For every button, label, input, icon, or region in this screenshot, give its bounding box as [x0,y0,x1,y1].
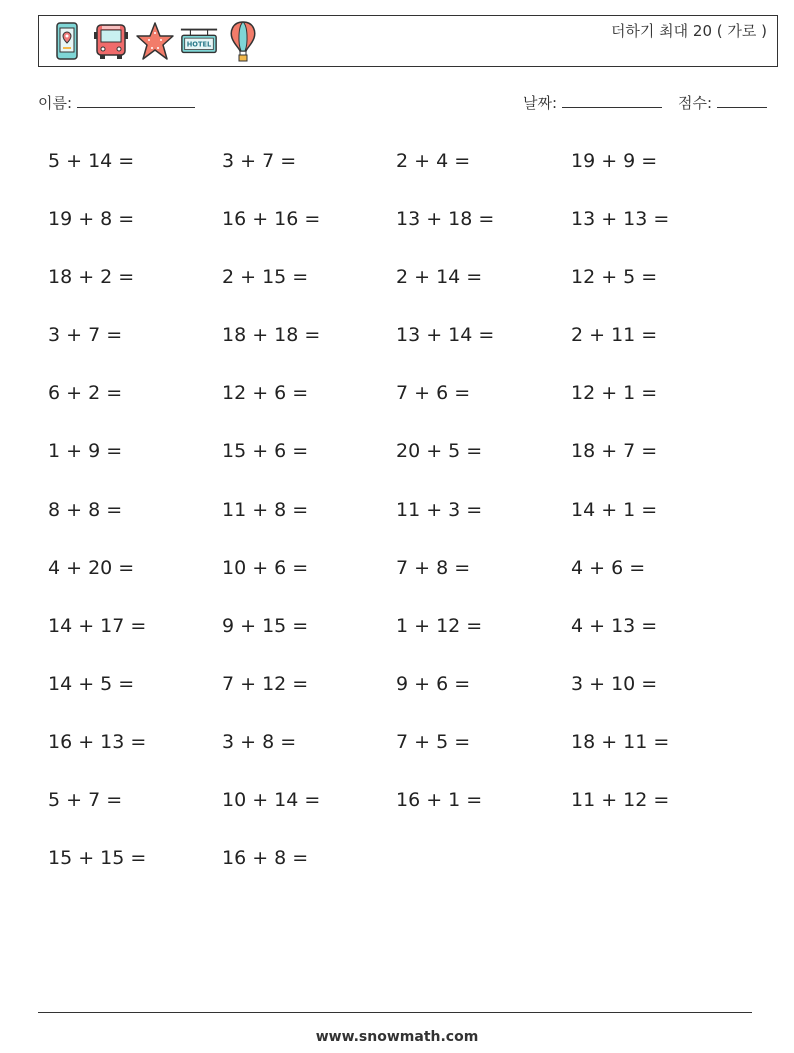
bus-icon [91,19,131,63]
problem-item: 11 + 3 = [396,498,483,521]
problem-item: 3 + 10 = [571,672,658,695]
problem-item: 2 + 4 = [396,150,471,172]
problem-item: 19 + 9 = [571,150,658,172]
problem-item: 4 + 13 = [571,614,658,637]
problem-item: 16 + 13 = [48,730,147,753]
problem-item: 7 + 8 = [396,556,471,579]
problem-item: 2 + 14 = [396,266,483,289]
problem-item: 11 + 12 = [571,789,670,812]
problem-item: 12 + 1 = [571,382,658,405]
date-blank[interactable] [562,95,662,108]
score-field [678,92,767,113]
problem-item: 13 + 13 = [571,208,670,231]
problem-item: 13 + 18 = [396,208,495,231]
problem-item: 18 + 7 = [571,440,658,463]
problem-item: 9 + 15 = [222,614,309,637]
problem-item: 14 + 5 = [48,672,135,695]
footer-divider [38,1012,752,1013]
problem-item: 10 + 14 = [222,789,321,812]
problem-item: 9 + 6 = [396,672,471,695]
header-icons [47,19,263,63]
hotel-sign-icon [179,19,219,63]
starfish-icon [135,19,175,63]
problem-item: 1 + 9 = [48,440,123,463]
phone-location-icon [47,19,87,63]
problem-item: 13 + 14 = [396,324,495,347]
problem-item: 5 + 7 = [48,789,123,812]
problem-item: 15 + 6 = [222,440,309,463]
problem-item: 19 + 8 = [48,208,135,231]
score-blank[interactable] [717,95,767,108]
problem-item: 16 + 16 = [222,208,321,231]
problem-grid [48,140,748,895]
date-field [523,92,662,113]
problem-item: 20 + 5 = [396,440,483,463]
hot-air-balloon-icon [223,19,263,63]
name-label: 이름: [38,94,73,112]
problem-item: 5 + 14 = [48,150,135,172]
problem-item: 3 + 8 = [222,730,297,753]
problem-item: 1 + 12 = [396,614,483,637]
problem-item: 15 + 15 = [48,847,147,870]
problem-item: 7 + 6 = [396,382,471,405]
problem-item: 12 + 5 = [571,266,658,289]
problem-item: 6 + 2 = [48,382,123,405]
problem-item: 8 + 8 = [48,498,123,521]
problem-item: 18 + 11 = [571,730,670,753]
problem-item: 16 + 1 = [396,789,483,812]
problem-item: 12 + 6 = [222,382,309,405]
worksheet-header [38,15,778,67]
date-label: 날짜: [523,94,558,112]
svg-text:HOTEL: HOTEL [186,40,212,49]
problem-item: 2 + 11 = [571,324,658,347]
problem-item: 4 + 6 = [571,556,646,579]
problem-item: 11 + 8 = [222,498,309,521]
name-field [38,92,195,113]
problem-item: 3 + 7 = [48,324,123,347]
problem-item: 7 + 12 = [222,672,309,695]
problem-item [396,837,571,895]
problem-item: 7 + 5 = [396,730,471,753]
problem-item: 2 + 15 = [222,266,309,289]
name-blank[interactable] [77,95,195,108]
problem-item [571,837,746,895]
problem-item: 14 + 1 = [571,498,658,521]
problem-item: 3 + 7 = [222,150,297,172]
worksheet-title: 더하기 최대 20 ( 가로 ) [610,22,767,40]
problem-item: 18 + 2 = [48,266,135,289]
score-label: 점수: [678,94,713,112]
footer-website: www.snowmath.com [315,1029,479,1045]
problem-item: 16 + 8 = [222,847,309,870]
problem-item: 14 + 17 = [48,614,147,637]
problem-item: 18 + 18 = [222,324,321,347]
problem-item: 4 + 20 = [48,556,135,579]
problem-item: 10 + 6 = [222,556,309,579]
